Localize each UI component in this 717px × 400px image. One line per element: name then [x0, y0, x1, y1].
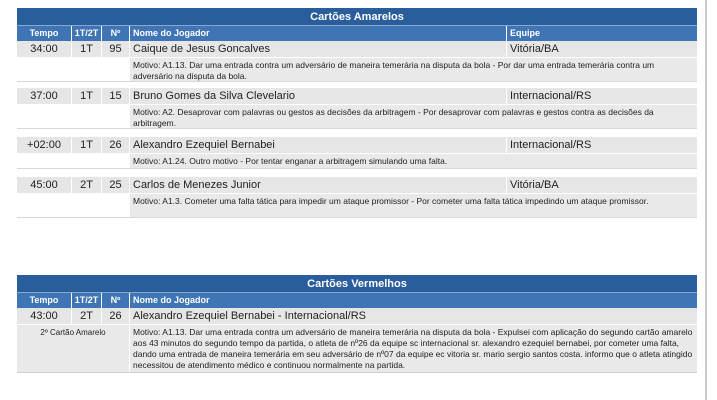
red-cards-title: Cartões Vermelhos [17, 275, 697, 293]
page-border [705, 0, 707, 400]
motive-text: Motivo: A1.3. Cometer uma falta tática para impedir um ataque promissor - Por cometer uma falta tática impedindo um ataque promissor. [130, 194, 697, 217]
row-player-name: Bruno Gomes da Silva Clevelario [130, 88, 507, 104]
header-team: Equipe [510, 28, 541, 38]
table-row [17, 137, 697, 154]
row-half: 2T [72, 308, 102, 324]
header-tempo: Tempo [17, 293, 72, 308]
row-half: 1T [72, 41, 102, 57]
header-number: Nº [102, 26, 130, 41]
yellow-cards-section [17, 8, 697, 218]
motive-row [17, 58, 697, 82]
row-half: 2T [72, 177, 102, 193]
row-tempo: 43:00 [17, 308, 72, 324]
row-tempo: +02:00 [17, 137, 72, 153]
table-row [17, 41, 697, 58]
yellow-cards-title: Cartões Amarelos [17, 8, 697, 26]
row-player-name: Caique de Jesus Goncalves [130, 41, 507, 57]
row-team: Internacional/RS [510, 139, 592, 151]
motive-row [17, 325, 697, 373]
row-team: Vitória/BA [510, 43, 559, 55]
red-card-note: 2º Cartão Amarelo [17, 325, 130, 372]
motive-spacer [17, 154, 130, 168]
row-player-name: Alexandro Ezequiel Bernabei [130, 137, 507, 153]
motive-text: Motivo: A1.13. Dar uma entrada contra um adversário de maneira temerária na disputa da bola - Por dar uma entrada temerária contra um adversário na disputa da bola. [130, 58, 697, 81]
row-half: 1T [72, 137, 102, 153]
motive-row [17, 194, 697, 218]
motive-spacer [17, 58, 130, 81]
motive-text: Motivo: A1.24. Outro motivo - Por tentar enganar a arbitragem simulando uma falta. [130, 154, 697, 168]
row-number: 25 [102, 177, 130, 193]
motive-spacer [17, 194, 130, 217]
row-number: 95 [102, 41, 130, 57]
row-team: Vitória/BA [510, 179, 559, 191]
row-number: 15 [102, 88, 130, 104]
header-number: Nº [102, 293, 130, 308]
row-tempo: 37:00 [17, 88, 72, 104]
table-row [17, 308, 697, 325]
table-row [17, 88, 697, 105]
row-team: Internacional/RS [510, 90, 592, 102]
motive-text: Motivo: A2. Desaprovar com palavras ou gestos as decisões da arbitragem - Por desaprovar com palavras e gestos contra as decisões da arbitragem. [130, 105, 697, 128]
red-cards-header [17, 293, 697, 308]
row-tempo: 45:00 [17, 177, 72, 193]
motive-row [17, 105, 697, 129]
header-player-name: Nome do Jogador [133, 295, 210, 305]
row-number: 26 [102, 308, 130, 324]
motive-row [17, 154, 697, 169]
header-player-name: Nome do Jogador [130, 26, 507, 41]
motive-text: Motivo: A1.13. Dar uma entrada contra um adversário de maneira temerária na disputa da bola - Expulsei com aplicação do segundo cartão amarelo aos 43 minutos do segundo tempo da partida, o atleta de nº26 da equipe sc internacional sr. alexandro ezequiel bernabei, por cometer uma falta, dando uma entrada de maneira temerária em seu adversário de nº07 da equipe ec vitoria sr. mario sergio santos costa. informo que o atleta atingido necessitou de atendimento médico e continuou normalmente na partida. [130, 325, 697, 372]
motive-spacer [17, 105, 130, 128]
yellow-cards-header [17, 26, 697, 41]
header-tempo: Tempo [17, 26, 72, 41]
row-player-name: Carlos de Menezes Junior [130, 177, 507, 193]
red-cards-section [17, 275, 697, 373]
header-half: 1T/2T [72, 26, 102, 41]
row-tempo: 34:00 [17, 41, 72, 57]
row-number: 26 [102, 137, 130, 153]
table-row [17, 177, 697, 194]
header-half: 1T/2T [72, 293, 102, 308]
row-player-team: Alexandro Ezequiel Bernabei - Internacional/RS [133, 310, 366, 322]
row-half: 1T [72, 88, 102, 104]
